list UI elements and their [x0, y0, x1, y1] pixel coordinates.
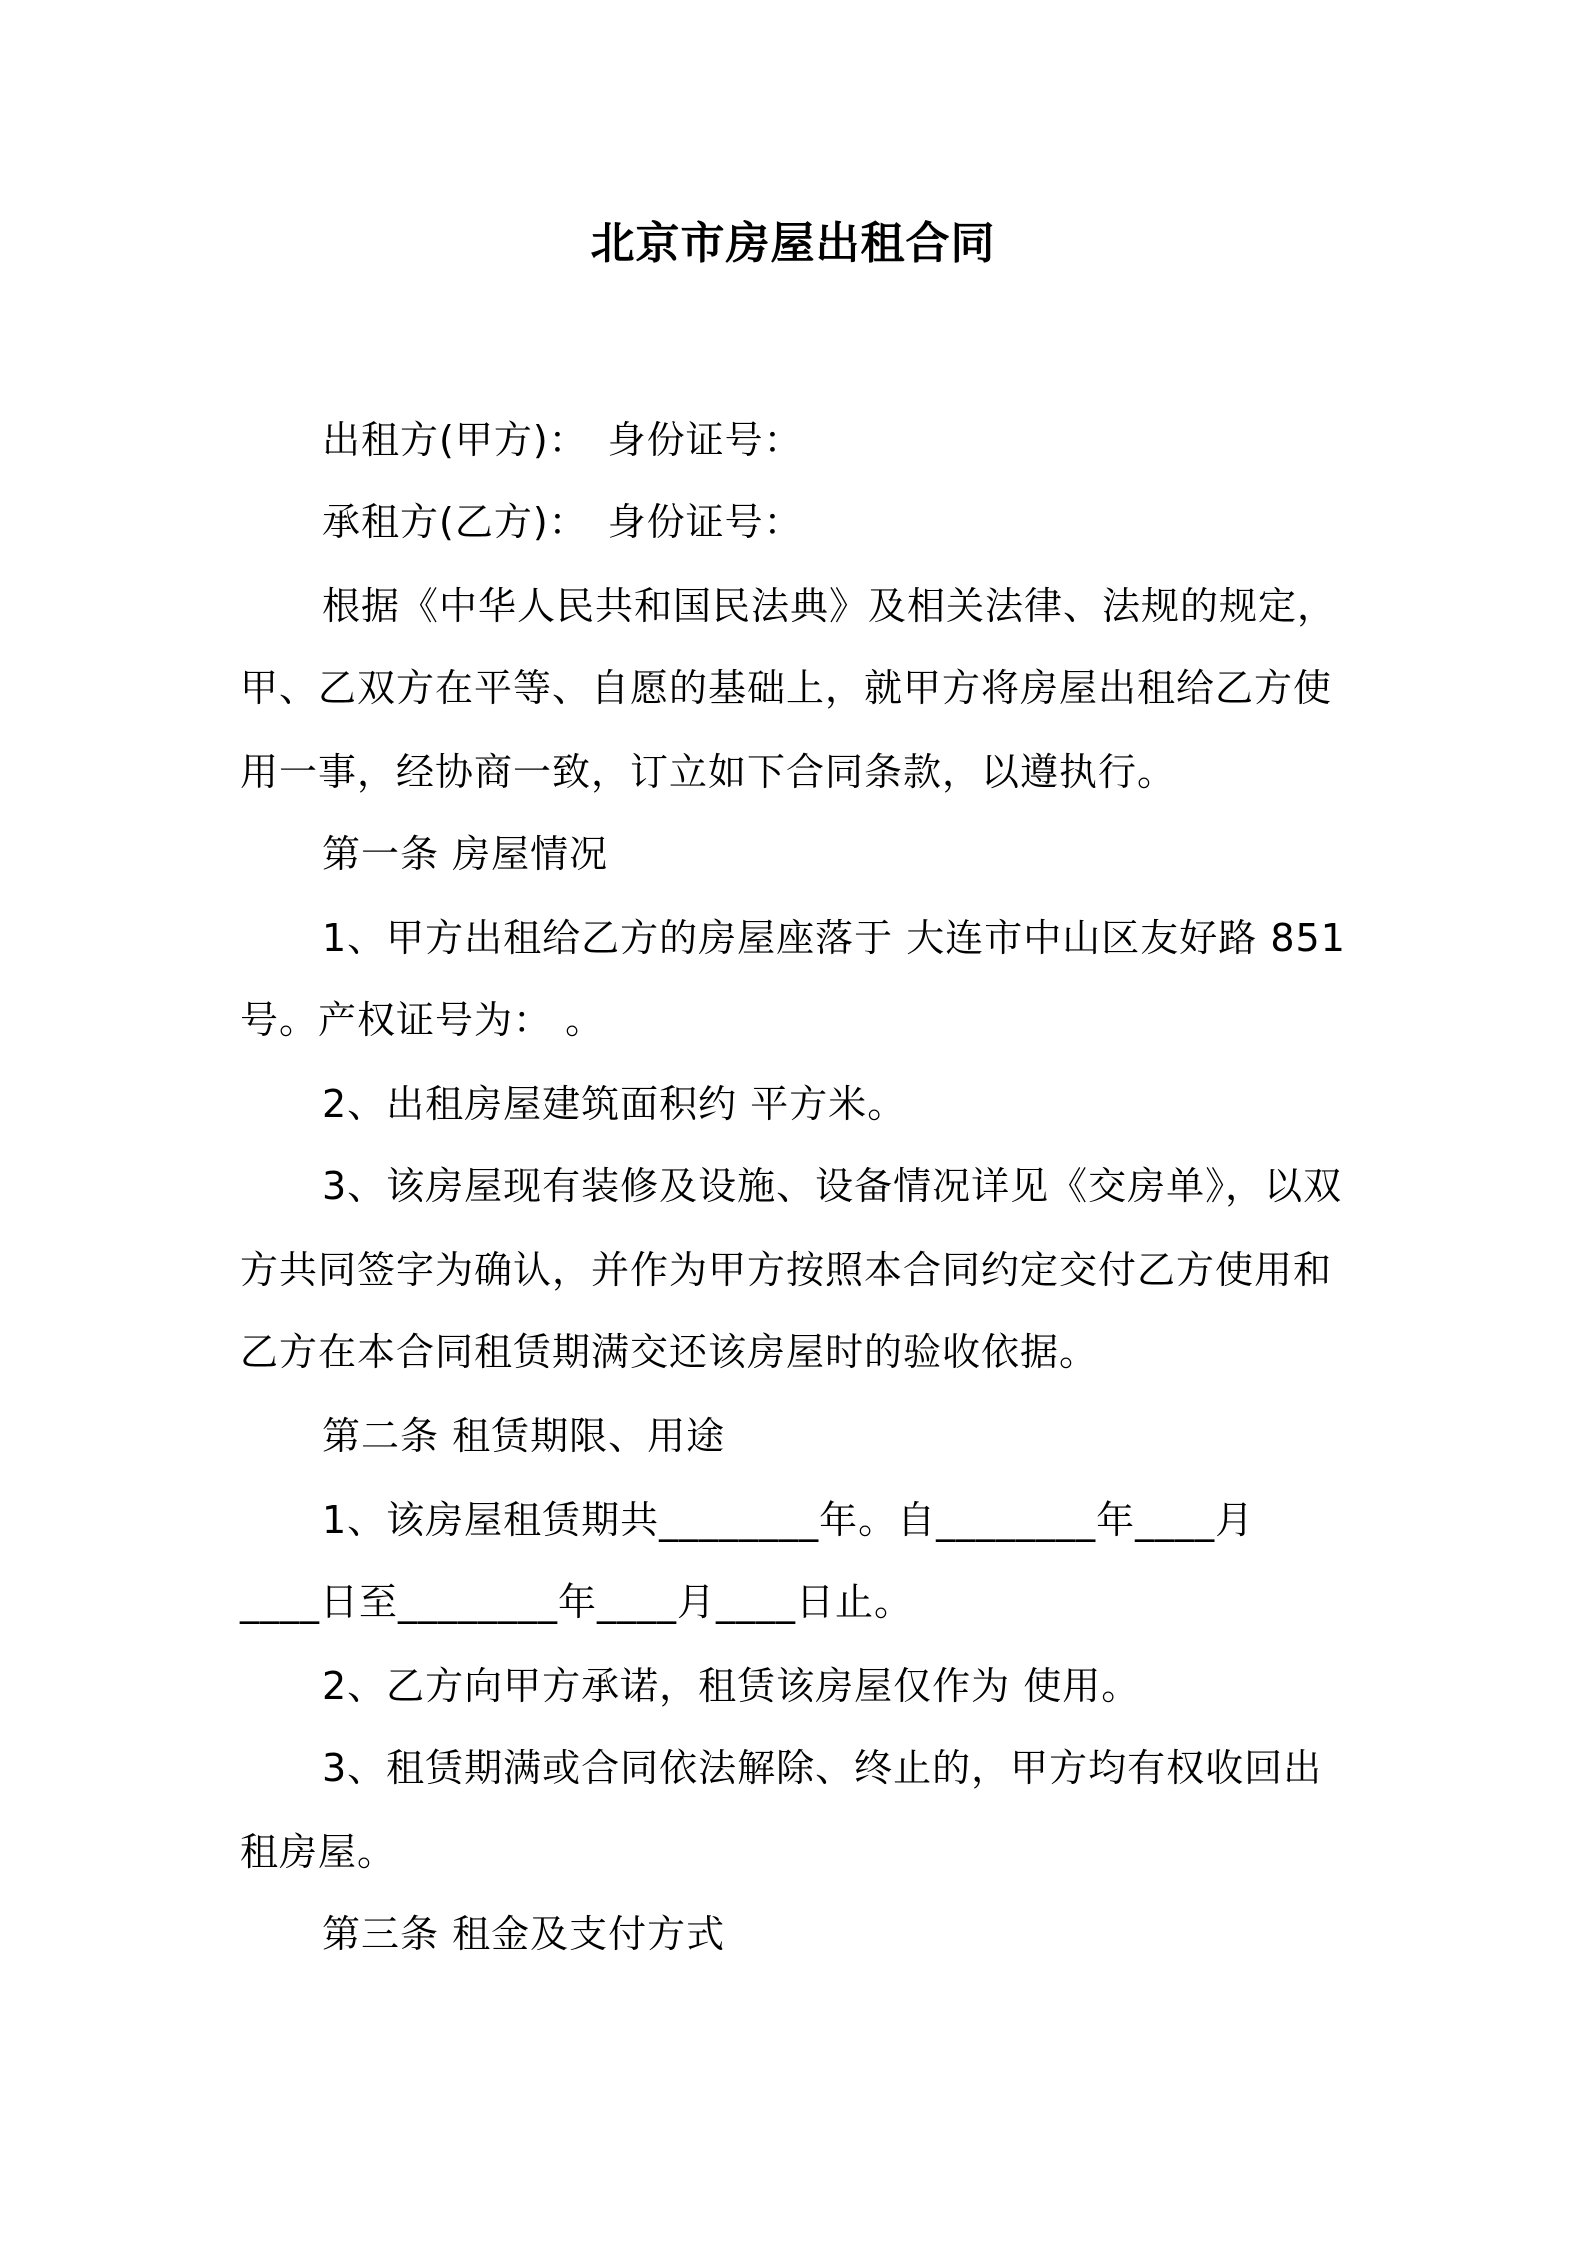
article-2-clause-1-line-2: ____日至________年____月____日止。 — [240, 1580, 914, 1624]
article-2-clause-1-line-1: 1、该房屋租赁期共________年。自________年____月 — [322, 1498, 1255, 1542]
article-1-clause-1-line-2: 号。产权证号为： 。 — [240, 998, 605, 1042]
preamble-line-2: 甲、乙双方在平等、自愿的基础上，就甲方将房屋出租给乙方使 — [240, 666, 1333, 710]
preamble-line-3: 用一事，经协商一致，订立如下合同条款，以遵执行。 — [240, 750, 1177, 794]
preamble-line-1: 根据《中华人民共和国民法典》及相关法律、法规的规定， — [322, 584, 1337, 628]
article-1-clause-3-line-3: 乙方在本合同租赁期满交还该房屋时的验收依据。 — [240, 1330, 1099, 1374]
party-b-id-label: 身份证号： — [607, 500, 803, 544]
party-a-label: 出租方(甲方)： — [322, 418, 588, 462]
party-b-label: 承租方(乙方)： — [322, 500, 588, 544]
article-3-heading: 第三条 租金及支付方式 — [322, 1912, 726, 1956]
party-a-id-label: 身份证号： — [607, 418, 803, 462]
party-b-line — [322, 496, 1442, 548]
article-2-clause-2: 2、乙方向甲方承诺，租赁该房屋仅作为 使用。 — [322, 1664, 1141, 1708]
article-2-clause-3-line-2: 租房屋。 — [240, 1830, 397, 1874]
article-1-clause-2: 2、出租房屋建筑面积约 平方米。 — [322, 1082, 907, 1126]
article-1-clause-3-line-2: 方共同签字为确认，并作为甲方按照本合同约定交付乙方使用和 — [240, 1248, 1333, 1292]
document-title: 北京市房屋出租合同 — [590, 218, 996, 269]
article-2-clause-3-line-1: 3、租赁期满或合同依法解除、终止的，甲方均有权收回出 — [322, 1746, 1323, 1790]
article-1-heading: 第一条 房屋情况 — [322, 832, 609, 876]
article-1-clause-3-line-1: 3、该房屋现有装修及设施、设备情况详见《交房单》，以双 — [322, 1164, 1343, 1208]
article-2-heading: 第二条 租赁期限、用途 — [322, 1414, 726, 1458]
party-a-line — [322, 414, 1442, 466]
article-1-clause-1-line-1: 1、甲方出租给乙方的房屋座落于 大连市中山区友好路 851 — [322, 916, 1346, 960]
